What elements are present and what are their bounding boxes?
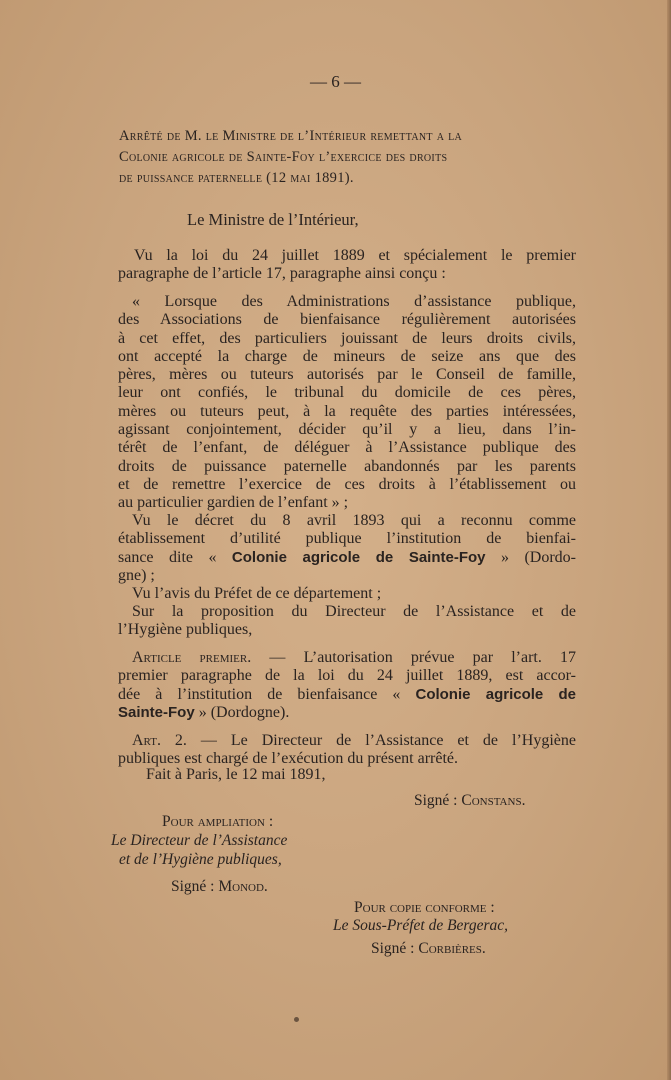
proposition-line-1: Sur la proposition du Directeur de l’Assistance et de (132, 603, 576, 620)
proposition-paragraph (118, 603, 576, 640)
article-1-line-1: Article premier. — L’autorisation prévue par l’art. 17 (132, 649, 577, 666)
vu-loi-line-1: Vu la loi du 24 juillet 1889 et spécialement le premier (134, 247, 576, 264)
vu-decret-line-1: Vu le décret du 8 avril 1893 qui a reconnu comme (132, 512, 576, 529)
vu-avis-paragraph (118, 585, 576, 603)
page-number: — 6 — (310, 72, 361, 91)
quote-line-8: agissant conjointement, décider qu’il y a lieu, dans l’in- (118, 421, 576, 439)
quote-line-10: droits de puissance paternelle abandonnés par les parents (118, 457, 576, 475)
article-1 (118, 649, 576, 722)
quote-paragraph (118, 293, 576, 513)
vu-loi-line-2: paragraphe de l’article 17, paragraphe ainsi conçu : (118, 265, 446, 283)
article-1-line-4: Sainte-Foy » (Dordogne). (118, 703, 290, 721)
vu-avis-line: Vu l’avis du Préfet de ce département ; (132, 585, 382, 602)
fait-a-paris: Fait à Paris, le 12 mai 1891, (146, 766, 326, 783)
signature-monod: Signé : Monod. (171, 878, 268, 895)
article-2 (118, 732, 576, 769)
quote-line-2: des Associations de bienfaisance régulièrement autorisées (118, 311, 576, 329)
article-1-line-3: dée à l’institution de bienfaisance « Colonie agricole de (118, 685, 576, 703)
quote-line-11: et de remettre l’exercice de ces droits à l’établissement ou (118, 475, 576, 493)
article-2-label: Art. 2. (132, 732, 187, 749)
article-2-line-1: Art. 2. — Le Directeur de l’Assistance et de l’Hygiène (132, 732, 576, 749)
article-1-label: Article premier. (132, 649, 252, 666)
quote-line-3: à cet effet, des particuliers jouissant de leurs droits civils, (118, 329, 576, 347)
copie-label: Pour copie conforme : (354, 899, 495, 916)
proposition-line-2: l’Hygiène publiques, (118, 621, 253, 639)
quote-line-4: ont accepté la charge de mineurs de seize ans que des (118, 347, 576, 365)
title-line-3: de puissance paternelle (12 mai 1891). (119, 170, 354, 186)
quote-line-5: pères, mères ou tuteurs autorisés par le Conseil de famille, (118, 366, 576, 384)
copie-line-1: Le Sous-Préfet de Bergerac, (333, 917, 509, 934)
title-line-1: Arrêté de M. le Ministre de l’Intérieur remettant a la (119, 128, 463, 144)
article-1-line-2: premier paragraphe de la loi du 24 juillet 1889, est accor- (118, 667, 576, 685)
vu-decret-line-3: sance dite « Colonie agricole de Sainte-Foy » (Dordo- (118, 548, 576, 566)
quote-line-12: au particulier gardien de l’enfant » ; (118, 494, 349, 512)
quote-line-7: mères ou tuteurs peut, à la requête des parties intéressées, (118, 402, 576, 420)
ampliation-line-1: Le Directeur de l’Assistance (111, 832, 288, 849)
article-2-line-2: publiques est chargé de l’exécution du présent arrêté. (118, 750, 459, 768)
vu-loi-paragraph (118, 247, 576, 284)
quote-line-1: « Lorsque des Administrations d’assistance publique, (132, 293, 576, 310)
vu-decret-line-2: établissement d’utilité publique l’institution de bienfai- (118, 530, 576, 548)
salutation: Le Ministre de l’Intérieur, (187, 210, 359, 229)
signature-constans: Signé : Constans. (414, 792, 526, 809)
vu-decret-line-4: gne) ; (118, 566, 155, 584)
colonie-name-bold: Colonie agricole de Sainte-Foy (231, 548, 486, 566)
ampliation-label: Pour ampliation : (162, 813, 274, 830)
quote-line-9: térêt de l’enfant, de déléguer à l’Assistance publique des (118, 439, 576, 457)
signature-corbieres: Signé : Corbières. (371, 940, 486, 957)
ampliation-line-2: et de l’Hygiène publiques, (119, 851, 282, 868)
page-edge-shadow (667, 0, 671, 1080)
quote-line-6: leur ont confiés, le tribunal du domicile de ces pères, (118, 384, 576, 402)
ink-speck (294, 1017, 299, 1022)
vu-decret-paragraph (118, 512, 576, 585)
title-line-2: Colonie agricole de Sainte-Foy l’exercice des droits (119, 149, 448, 165)
